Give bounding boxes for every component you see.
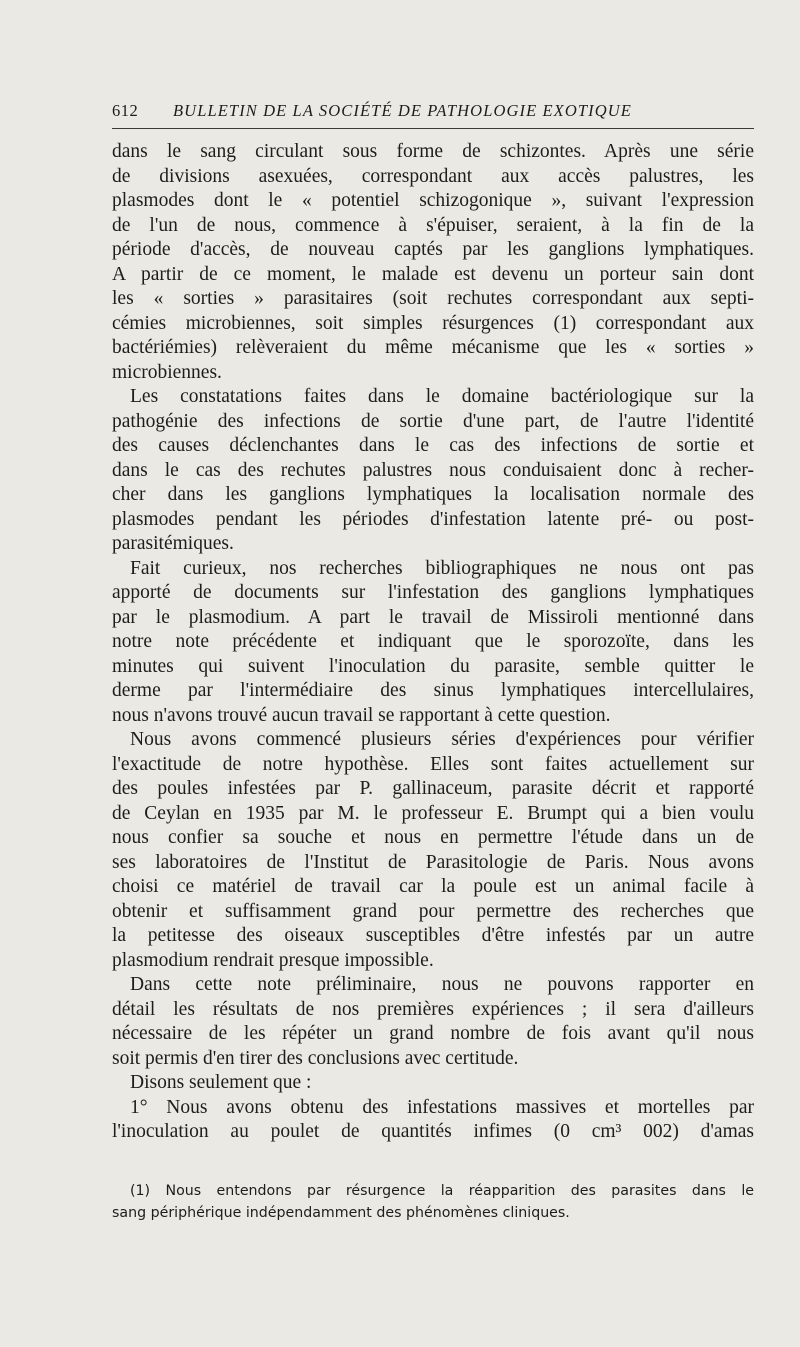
text-line: obtenir et suffisamment grand pour permettre des recherches que <box>112 900 754 922</box>
text-line: les « sorties » parasitaires (soit rechutes correspondant aux septi- <box>112 288 754 309</box>
text-line: dans le cas des rechutes palustres nous conduisaient donc à recher- <box>112 459 754 481</box>
text-line: des poules infestées par P. gallinaceum, parasite décrit et rapporté <box>112 778 754 799</box>
text-line: détail les résultats de nos premières expériences ; il sera d'ailleurs <box>112 998 754 1020</box>
text-line: pathogénie des infections de sortie d'une part, de l'autre l'identité <box>112 410 754 432</box>
text-line: Fait curieux, nos recherches bibliographiques ne nous ont pas <box>130 557 754 579</box>
text-line: cher dans les ganglions lymphatiques la localisation normale des <box>112 484 754 505</box>
footnote-line: sang périphérique indépendamment des phénomènes cliniques. <box>112 1205 570 1221</box>
text-line: microbiennes. <box>112 361 222 383</box>
text-line: notre note précédente et indiquant que le sporozoïte, dans les <box>112 631 754 652</box>
text-line: par le plasmodium. A part le travail de Missiroli mentionné dans <box>112 606 754 628</box>
text-line: Nous avons commencé plusieurs séries d'expériences pour vérifier <box>130 729 754 750</box>
page-header <box>112 101 754 121</box>
text-line: nous confier sa souche et nous en permettre l'étude dans un de <box>112 827 754 848</box>
text-line: de divisions asexuées, correspondant aux accès palustres, les <box>112 165 754 187</box>
footnote <box>112 1180 754 1224</box>
text-line: période d'accès, de nouveau captés par les ganglions lymphatiques. <box>112 239 754 260</box>
article-body <box>112 140 754 1145</box>
text-line: nous n'avons trouvé aucun travail se rapportant à cette question. <box>112 704 611 726</box>
text-line: minutes qui suivent l'inoculation du parasite, semble quitter le <box>112 655 754 677</box>
text-line: de Ceylan en 1935 par M. le professeur E. Brumpt qui a bien voulu <box>112 802 754 824</box>
text-line: cémies microbiennes, soit simples résurgences (1) correspondant aux <box>112 312 754 334</box>
text-line: la petitesse des oiseaux susceptibles d'être infestés par un autre <box>112 925 754 946</box>
text-line: Disons seulement que : <box>130 1072 312 1093</box>
text-line: choisi ce matériel de travail car la poule est un animal facile à <box>112 876 754 897</box>
text-line: 1° Nous avons obtenu des infestations massives et mortelles par <box>130 1096 754 1118</box>
text-line: ses laboratoires de l'Institut de Parasitologie de Paris. Nous avons <box>112 851 754 873</box>
text-line: l'inoculation au poulet de quantités infimes (0 cm³ 002) d'amas <box>112 1121 754 1142</box>
header-rule <box>112 128 754 129</box>
text-line: A partir de ce moment, le malade est devenu un porteur sain dont <box>112 263 754 285</box>
text-line: de l'un de nous, commence à s'épuiser, seraient, à la fin de la <box>112 214 754 236</box>
text-line: plasmodium rendrait presque impossible. <box>112 949 434 971</box>
text-line: Les constatations faites dans le domaine bactériologique sur la <box>130 386 754 407</box>
text-line: nécessaire de les répéter un grand nombre de fois avant qu'il nous <box>112 1023 754 1044</box>
text-line: plasmodes dont le « potentiel schizogonique », suivant l'expression <box>112 190 754 211</box>
footnote-line: (1) Nous entendons par résurgence la réapparition des parasites dans le <box>130 1183 754 1199</box>
text-line: plasmodes pendant les périodes d'infestation latente pré- ou post- <box>112 508 754 530</box>
text-line: dans le sang circulant sous forme de schizontes. Après une série <box>112 141 754 162</box>
text-line: Dans cette note préliminaire, nous ne pouvons rapporter en <box>130 974 754 995</box>
page-number: 612 <box>112 101 139 120</box>
text-line: derme par l'intermédiaire des sinus lymphatiques intercellulaires, <box>112 680 754 701</box>
text-line: des causes déclenchantes dans le cas des infections de sortie et <box>112 435 754 456</box>
text-line: apporté de documents sur l'infestation des ganglions lymphatiques <box>112 582 754 603</box>
text-line: soit permis d'en tirer des conclusions avec certitude. <box>112 1047 519 1069</box>
running-title: BULLETIN DE LA SOCIÉTÉ DE PATHOLOGIE EXOTIQUE <box>173 101 632 120</box>
text-line: l'exactitude de notre hypothèse. Elles sont faites actuellement sur <box>112 753 754 775</box>
text-line: parasitémiques. <box>112 533 234 554</box>
text-line: bactériémies) relèveraient du même mécanisme que les « sorties » <box>112 337 754 358</box>
